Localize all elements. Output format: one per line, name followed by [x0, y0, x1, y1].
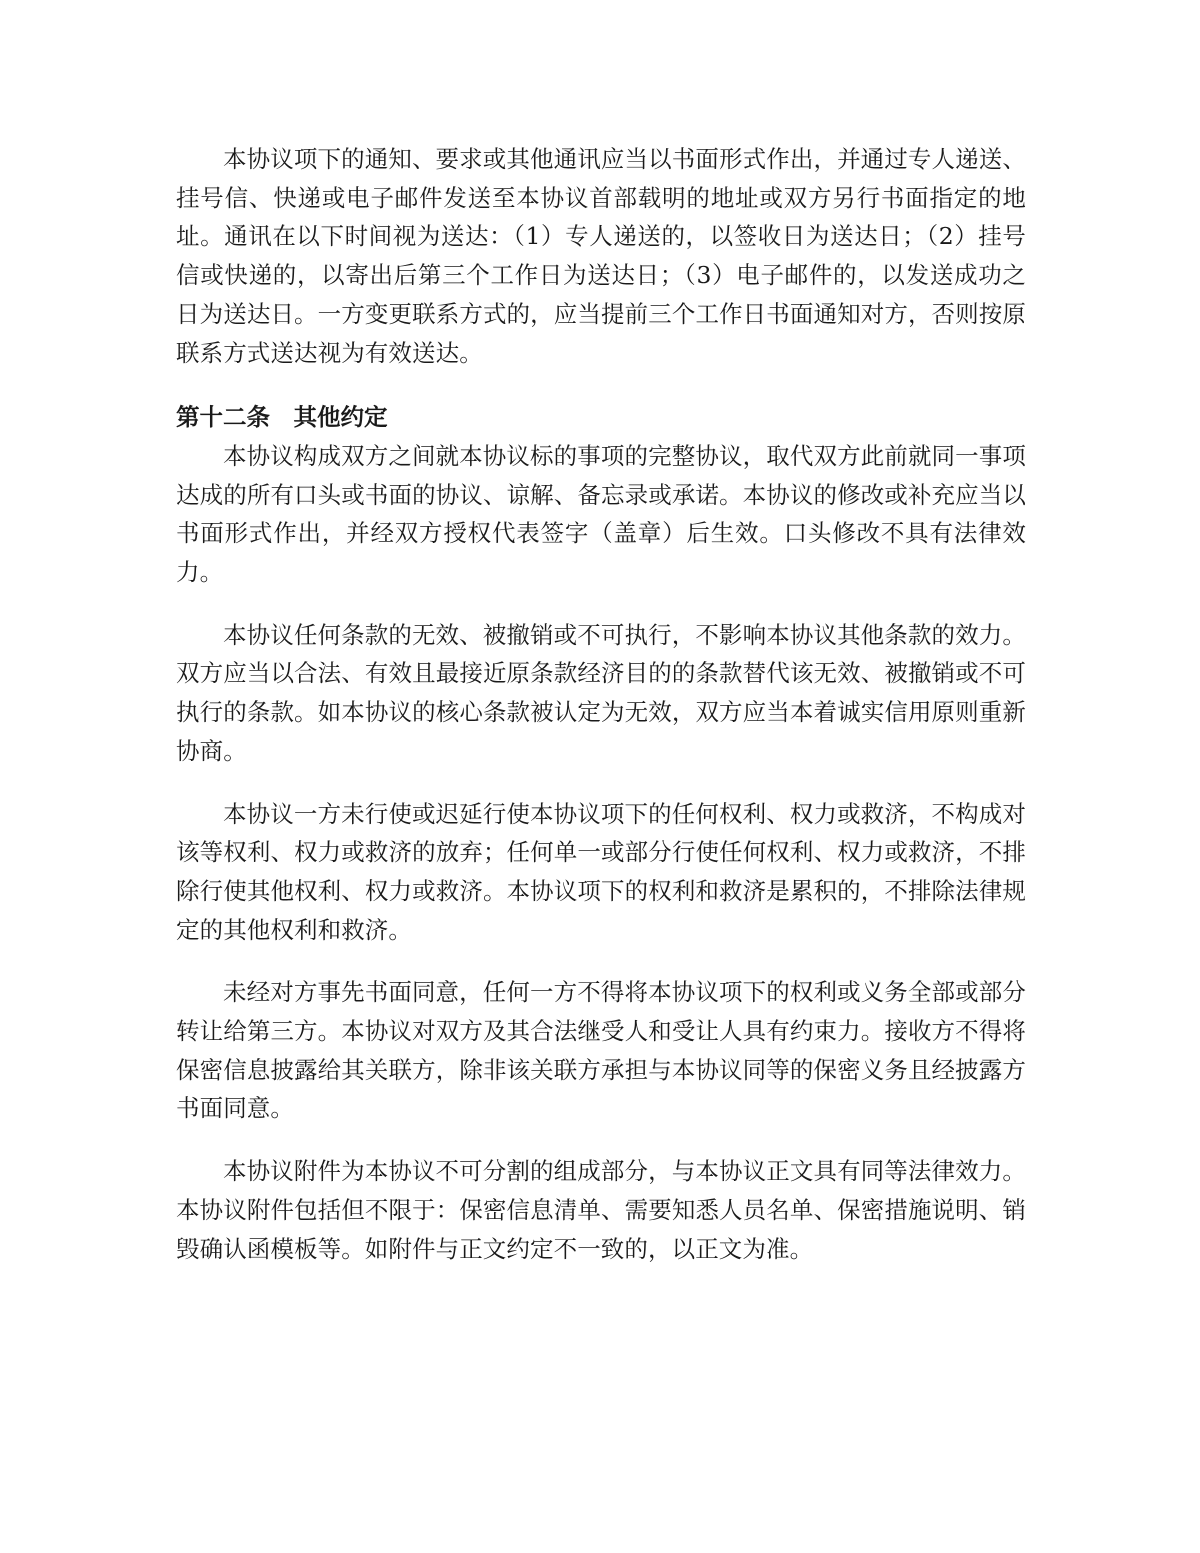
notice-paragraph: 本协议项下的通知、要求或其他通讯应当以书面形式作出，并通过专人递送、挂号信、快递或电子邮件发送至本协议首部载明的地址或双方另行书面指定的地址。通讯在以下时间视为送达：（1）专人递送的，以签收日为送达日；（2）挂号信或快递的，以寄出后第三个工作日为送达日；（3）电子邮件的，以发送成功之日为送达日。一方变更联系方式的，应当提前三个工作日书面通知对方，否则按原联系方式送达视为有效送达。: [176, 145, 1026, 367]
severability-paragraph: 本协议任何条款的无效、被撤销或不可执行，不影响本协议其他条款的效力。双方应当以合法、有效且最接近原条款经济目的的条款替代该无效、被撤销或不可执行的条款。如本协议的核心条款被认定为无效，双方应当本着诚实信用原则重新协商。: [176, 620, 1026, 765]
document-body: [176, 140, 1026, 1268]
section-heading: 第十二条 其他约定: [176, 403, 388, 432]
annex-paragraph: 本协议附件为本协议不可分割的组成部分，与本协议正文具有同等法律效力。本协议附件包括但不限于：保密信息清单、需要知悉人员名单、保密措施说明、销毁确认函模板等。如附件与正文约定不一致的，以正文为准。: [176, 1157, 1026, 1263]
assignment-paragraph: 未经对方事先书面同意，任何一方不得将本协议项下的权利或义务全部或部分转让给第三方。本协议对双方及其合法继受人和受让人具有约束力。接收方不得将保密信息披露给其关联方，除非该关联方承担与本协议同等的保密义务且经披露方书面同意。: [176, 978, 1026, 1123]
waiver-paragraph: 本协议一方未行使或迟延行使本协议项下的任何权利、权力或救济，不构成对该等权利、权力或救济的放弃；任何单一或部分行使任何权利、权力或救济，不排除行使其他权利、权力或救济。本协议项下的权利和救济是累积的，不排除法律规定的其他权利和救济。: [176, 799, 1026, 944]
entire-agreement-paragraph: 本协议构成双方之间就本协议标的事项的完整协议，取代双方此前就同一事项达成的所有口头或书面的协议、谅解、备忘录或承诺。本协议的修改或补充应当以书面形式作出，并经双方授权代表签字（盖章）后生效。口头修改不具有法律效力。: [176, 441, 1026, 587]
